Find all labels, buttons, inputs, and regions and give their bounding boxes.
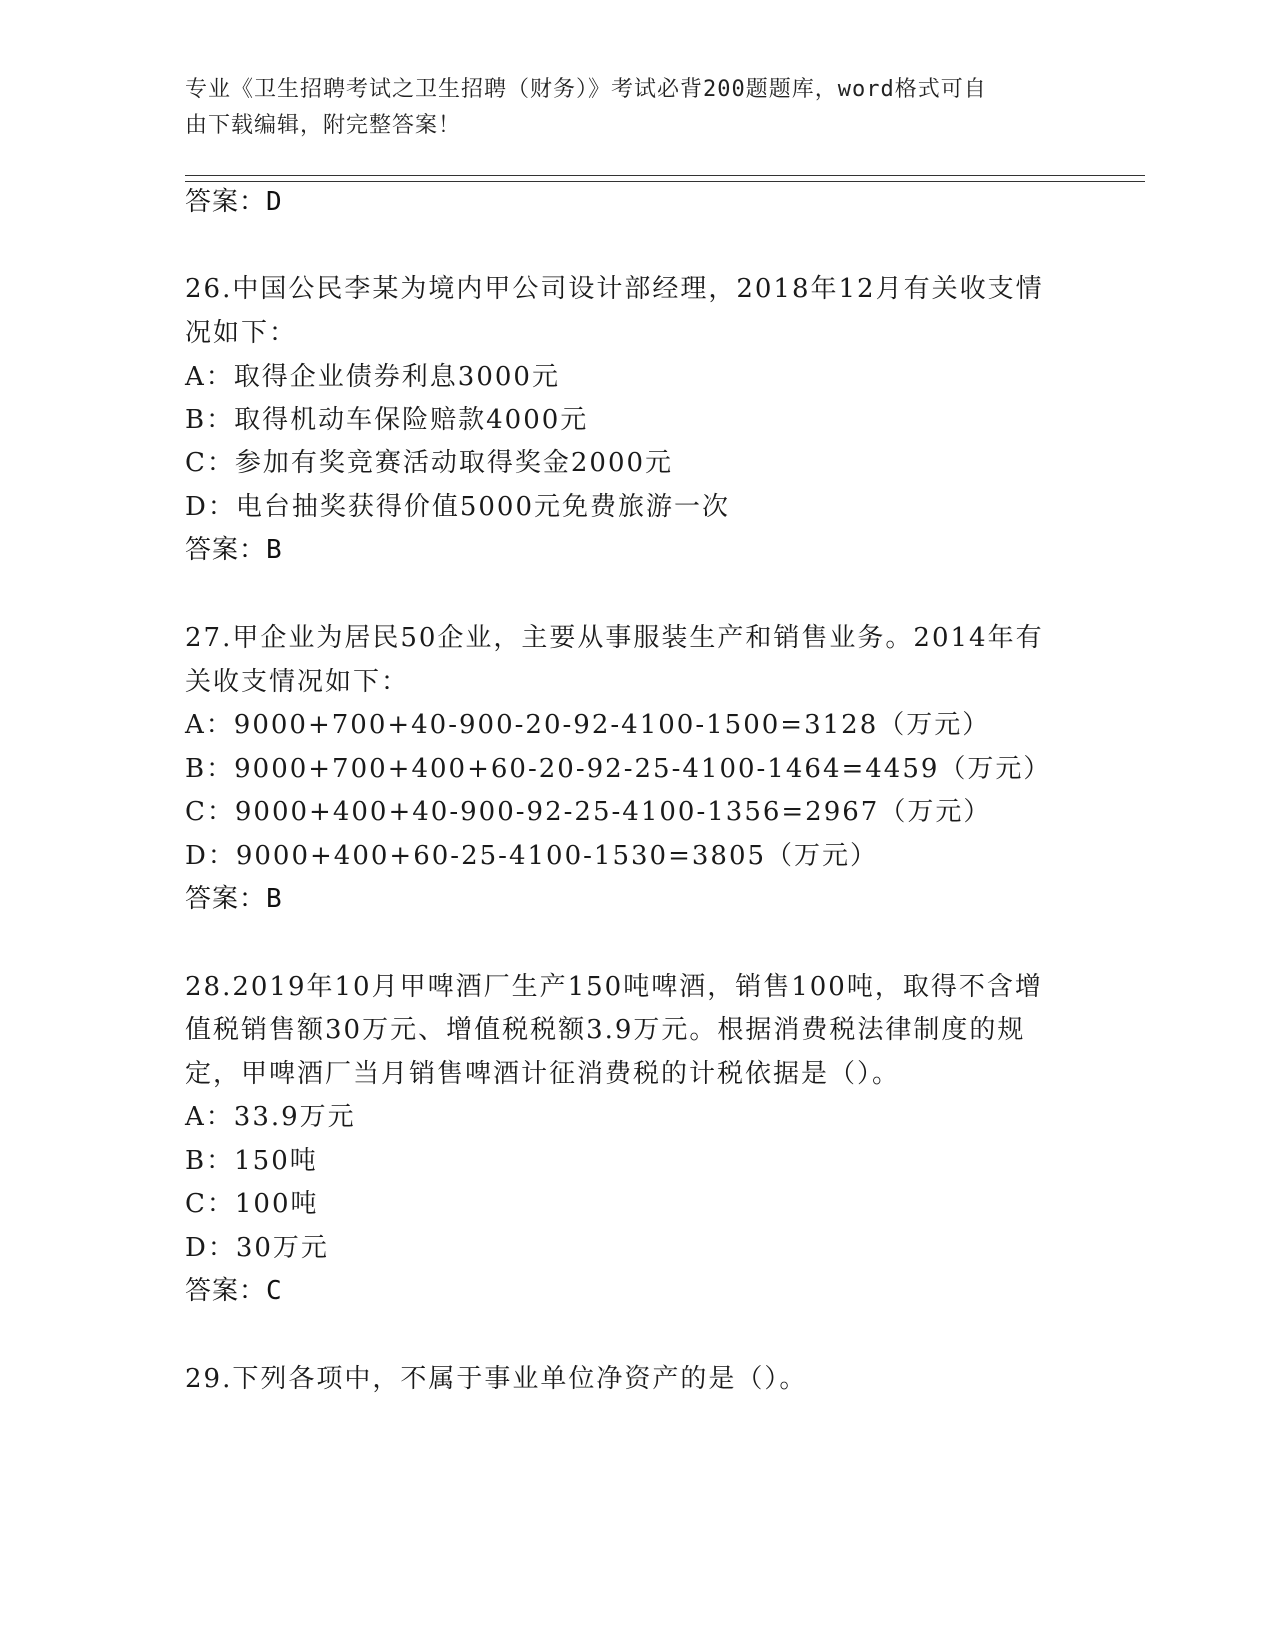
q27-answer: 答案：B [185,884,283,914]
q26-answer: 答案：B [185,535,283,565]
q27-option-a: A：9000+700+40-900-20-92-4100-1500=3128（万元） [185,710,991,740]
q28-option-b: B：150吨 [185,1146,318,1176]
q26-option-d: D：电台抽奖获得价值5000元免费旅游一次 [185,492,731,522]
q29-stem-line-1: 29.下列各项中，不属于事业单位净资产的是（）。 [185,1364,808,1394]
header-divider-top [185,175,1145,176]
q27-stem-line-2: 关收支情况如下： [185,667,410,697]
q28-answer: 答案：C [185,1276,283,1306]
document-header [185,72,1065,144]
q27-option-c: C：9000+400+40-900-92-25-4100-1356=2967（万元） [185,797,992,827]
q28-option-d: D：30万元 [185,1233,329,1263]
q27-option-d: D：9000+400+60-25-4100-1530=3805（万元） [185,841,879,871]
q27-stem-line-1: 27.甲企业为居民50企业，主要从事服装生产和销售业务。2014年有 [185,623,1044,653]
header-divider-bottom [185,181,1145,182]
q26-option-b: B：取得机动车保险赔款4000元 [185,405,589,435]
q28-stem-line-2: 值税销售额30万元、增值税税额3.9万元。根据消费税法律制度的规 [185,1015,1026,1045]
header-line-1: 专业《卫生招聘考试之卫生招聘（财务）》考试必背200题题库，word格式可自 [185,77,987,102]
answer-previous: 答案：D [185,187,283,217]
q28-option-a: A：33.9万元 [185,1102,356,1132]
q26-option-a: A：取得企业债券利息3000元 [185,362,560,392]
q28-stem-line-1: 28.2019年10月甲啤酒厂生产150吨啤酒，销售100吨，取得不含增 [185,972,1043,1002]
q26-stem-line-1: 26.中国公民李某为境内甲公司设计部经理，2018年12月有关收支情 [185,274,1044,304]
q27-option-b: B：9000+700+400+60-20-92-25-4100-1464=4459（万元） [185,754,1052,784]
q28-stem-line-3: 定，甲啤酒厂当月销售啤酒计征消费税的计税依据是（）。 [185,1059,901,1089]
header-line-2: 由下载编辑，附完整答案！ [185,113,462,138]
q26-option-c: C：参加有奖竞赛活动取得奖金2000元 [185,448,674,478]
q28-option-c: C：100吨 [185,1189,319,1219]
q26-stem-line-2: 况如下： [185,318,298,348]
